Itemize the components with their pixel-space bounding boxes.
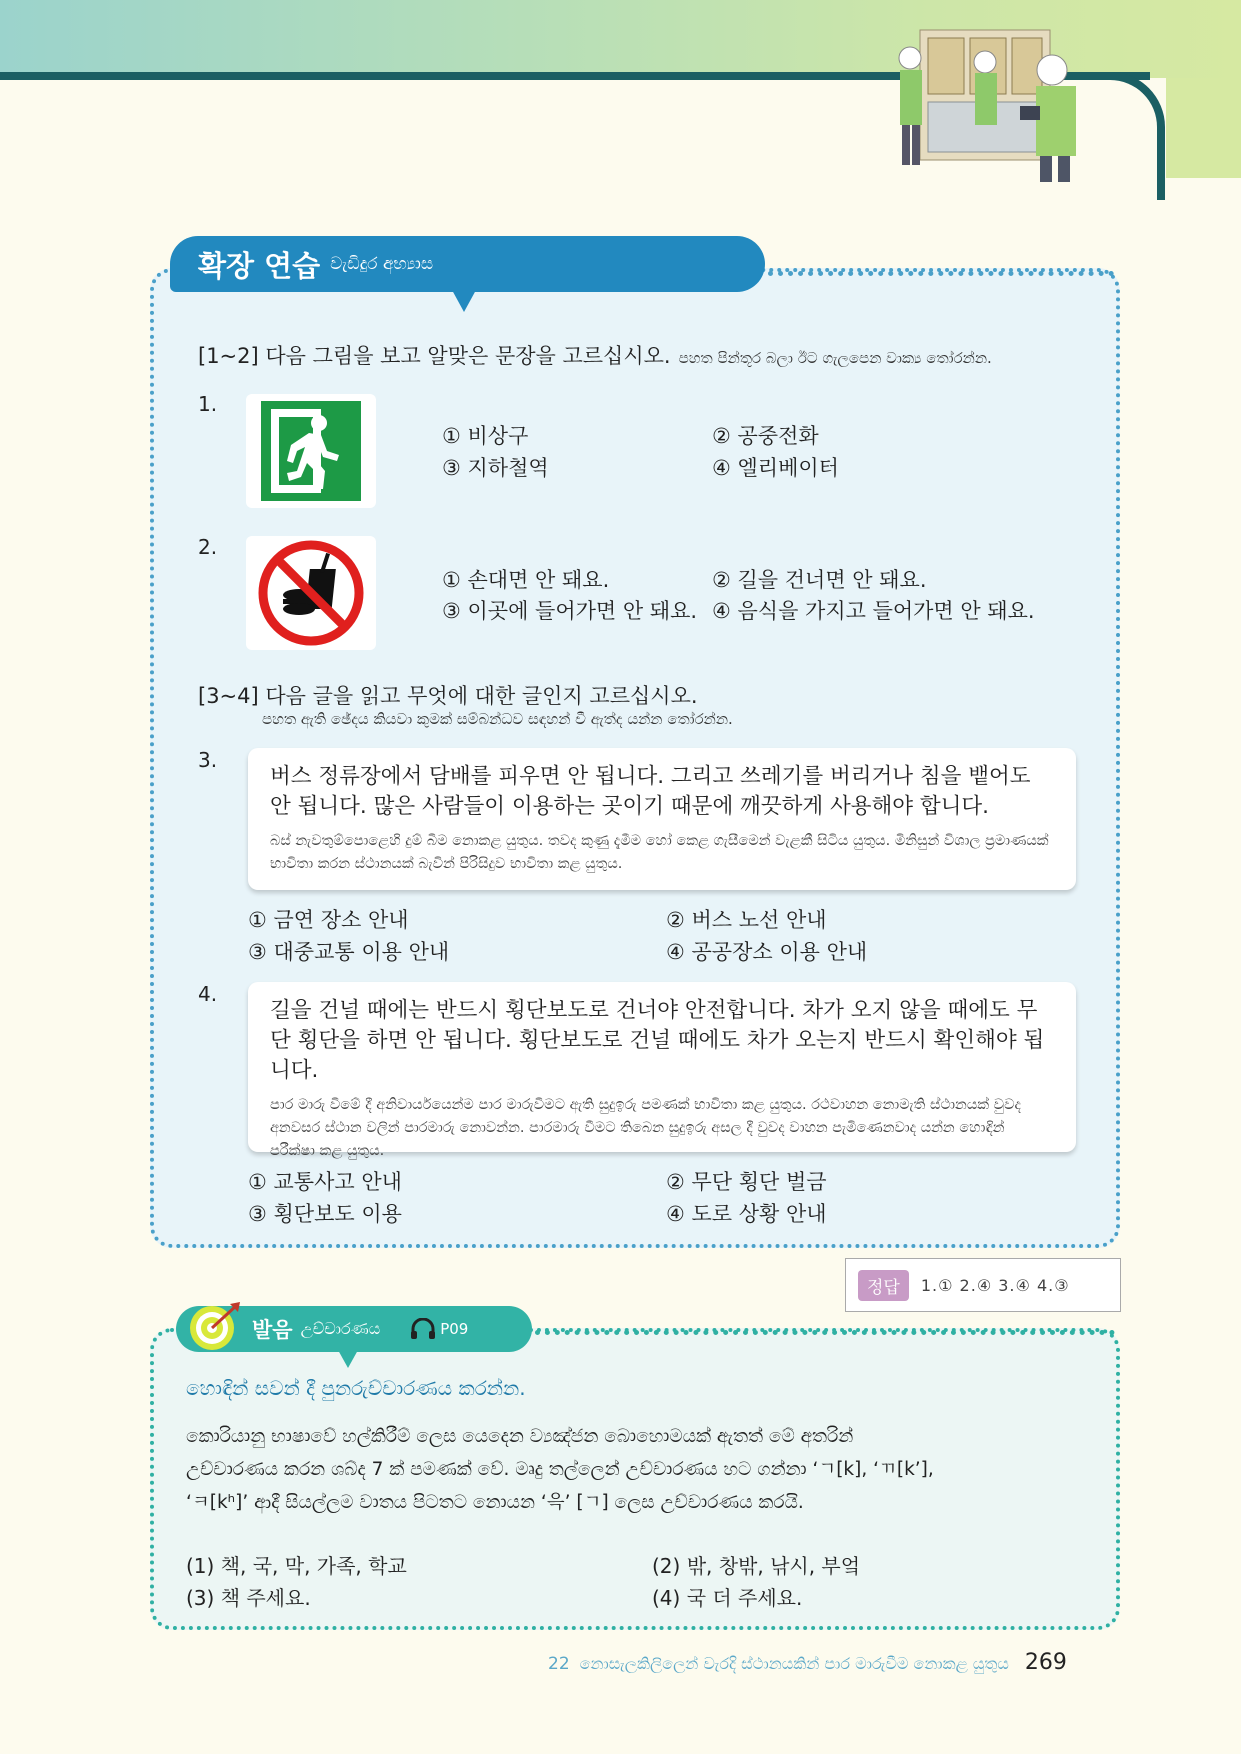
answer-badge: 정답 [858, 1270, 909, 1301]
q4-passage-card [248, 982, 1076, 1159]
q3-option-3[interactable]: ③ 대중교통 이용 안내 [248, 940, 450, 964]
q4-option-1[interactable]: ① 교통사고 안내 [248, 1170, 402, 1194]
chapter-title: නොසැලකිලිලෙන් වැරදි ස්ථානයකින් පාර මාරුවීම නොකළ යුතුය [579, 1654, 1009, 1673]
section-title-si: වැඩිදුර අභ්‍යාස [330, 254, 434, 274]
section-title-ko: 확장 연습 [198, 248, 321, 283]
q3-passage-card [248, 748, 1076, 890]
instruction-3-4: [3~4] 다음 글을 읽고 무엇에 대한 글인지 고르십시오. [198, 684, 698, 708]
instruction-text: [1~2] 다음 그림을 보고 알맞은 문장을 고르십시오. [198, 344, 671, 368]
q4-option-2[interactable]: ② 무단 횡단 벌금 [666, 1170, 827, 1194]
q4-option-3[interactable]: ③ 횡단보도 이용 [248, 1202, 402, 1226]
pronunciation-title-si: උච්චාරණය [300, 1319, 381, 1338]
question-number: 1. [198, 392, 218, 416]
question-number: 2. [198, 535, 218, 559]
title-pointer [338, 1350, 358, 1368]
example-3: (3) 책 주세요. [186, 1586, 311, 1610]
pronunciation-title-ko: 발음 [252, 1318, 293, 1342]
instruction-si: පහත පින්තූර බලා ඊට ගැලපෙන වාක්‍ය තෝරන්න. [678, 349, 992, 367]
q1-option-4[interactable]: ④ 엘리베이터 [712, 456, 839, 480]
q1-option-1[interactable]: ① 비상구 [442, 424, 529, 448]
q2-option-2[interactable]: ② 길을 건너면 안 돼요. [712, 568, 927, 592]
no-food-drink-sign-icon [246, 536, 376, 650]
target-icon [186, 1298, 242, 1354]
q4-passage-si: පාර මාරු වීමේ දී අනිවාර්යයෙන්ම පාර මාරුවීමට ඇති සුදුඉරු පමණක් භාවිතා කළ යුතුය. රථවාහන නොමැති ස්ථානයක් වුවද අනවසර ස්ථාන වලින් පාරමාරු නොවන්න. පාරමාරු වීමට තිබෙන සුදුඉරු අසල දී වුවද වාහන පැමිණෙනවාද යන්න හොඳින් පරීක්ෂා කළ යුතුය. [270, 1097, 1021, 1159]
q1-option-3[interactable]: ③ 지하철역 [442, 456, 549, 480]
headphones-icon [410, 1318, 436, 1340]
instruction-3-4-si: පහත ඇති ඡේදය කියවා කුමක් සම්බන්ධව සඳහන් වී ඇත්ද යන්න තෝරන්න. [262, 710, 733, 728]
instruction-1-2 [198, 340, 992, 370]
title-pointer [452, 290, 476, 312]
question-number: 3. [198, 748, 218, 772]
explanation-line: උච්චාරණය කරන ශබ්ද 7 ක් පමණක් වේ. මෘදු තල්ලෙන් උච්චාරණය හට ගන්නා ‘ㄱ[k], ‘ㄲ[k’], [186, 1459, 934, 1480]
page-footer [548, 1650, 1067, 1675]
pronunciation-heading: හොඳින් සවන් දී පුනරුච්චාරණය කරන්න. [186, 1376, 526, 1400]
q3-option-1[interactable]: ① 금연 장소 안내 [248, 908, 409, 932]
explanation-line: කොරියානු භාෂාවේ හල්කිරීම් ලෙස යෙදෙන ව්‍යඤ්ජන බොහොමයක් ඇතත් මේ අතරින් [186, 1426, 854, 1447]
page-number: 269 [1024, 1650, 1067, 1675]
chapter-number: 22 [548, 1654, 570, 1674]
panel-dotted-edge [768, 271, 1114, 276]
q4-option-4[interactable]: ④ 도로 상황 안내 [666, 1202, 827, 1226]
extension-practice-title [170, 236, 765, 292]
example-4: (4) 국 더 주세요. [652, 1586, 803, 1610]
example-1: (1) 책, 국, 막, 가족, 학교 [186, 1554, 407, 1578]
header-corner [1166, 78, 1241, 178]
emergency-exit-sign-icon [246, 394, 376, 508]
answer-text: 1.① 2.④ 3.④ 4.③ [920, 1275, 1070, 1295]
q3-option-2[interactable]: ② 버스 노선 안내 [666, 908, 827, 932]
q3-passage-si: බස් නැවතුම්පොළෙහි දුම් බීම නොකළ යුතුය. තවද කුණු දැමීම හෝ කෙළ ගැසීමෙන් වැළකී සිටිය යුතුය. මිනිසුන් විශාල ප්‍රමාණයක් භාවිතා කරන ස්ථානයක් බැවින් පිරිසිදුව භාවිතා කළ යුතුය. [270, 833, 1049, 872]
pronunciation-explanation [186, 1420, 1086, 1519]
q2-option-3[interactable]: ③ 이곳에 들어가면 안 돼요. [442, 599, 698, 623]
audio-track-label: P09 [440, 1320, 469, 1338]
q4-passage-ko: 길을 건널 때에는 반드시 횡단보도로 건너야 안전합니다. 차가 오지 않을 때에도 무단 횡단을 하면 안 됩니다. 횡단보도로 건널 때에도 차가 오는지 반드시 확인해야 됩니다. [270, 998, 1045, 1083]
panel-dotted-edge [535, 1330, 1115, 1335]
q2-option-4[interactable]: ④ 음식을 가지고 들어가면 안 돼요. [712, 599, 1035, 623]
audio-track[interactable] [410, 1318, 468, 1340]
workers-illustration [880, 10, 1090, 185]
explanation-line: ‘ㅋ[kʰ]’ ආදී සියල්ලම වාතය පිටතට නොයන ‘윽’ [ㄱ] ලෙස උච්චාරණය කරයි. [186, 1492, 804, 1513]
q2-option-1[interactable]: ① 손대면 안 돼요. [442, 568, 610, 592]
example-2: (2) 밖, 창밖, 낚시, 부엌 [652, 1554, 861, 1578]
answer-key [845, 1258, 1121, 1312]
q1-option-2[interactable]: ② 공중전화 [712, 424, 819, 448]
question-number: 4. [198, 982, 218, 1006]
q3-passage-ko: 버스 정류장에서 담배를 피우면 안 됩니다. 그리고 쓰레기를 버리거나 침을 뱉어도 안 됩니다. 많은 사람들이 이용하는 곳이기 때문에 깨끗하게 사용해야 합니다. [270, 764, 1031, 819]
header-curve [1100, 72, 1165, 200]
q3-option-4[interactable]: ④ 공공장소 이용 안내 [666, 940, 868, 964]
